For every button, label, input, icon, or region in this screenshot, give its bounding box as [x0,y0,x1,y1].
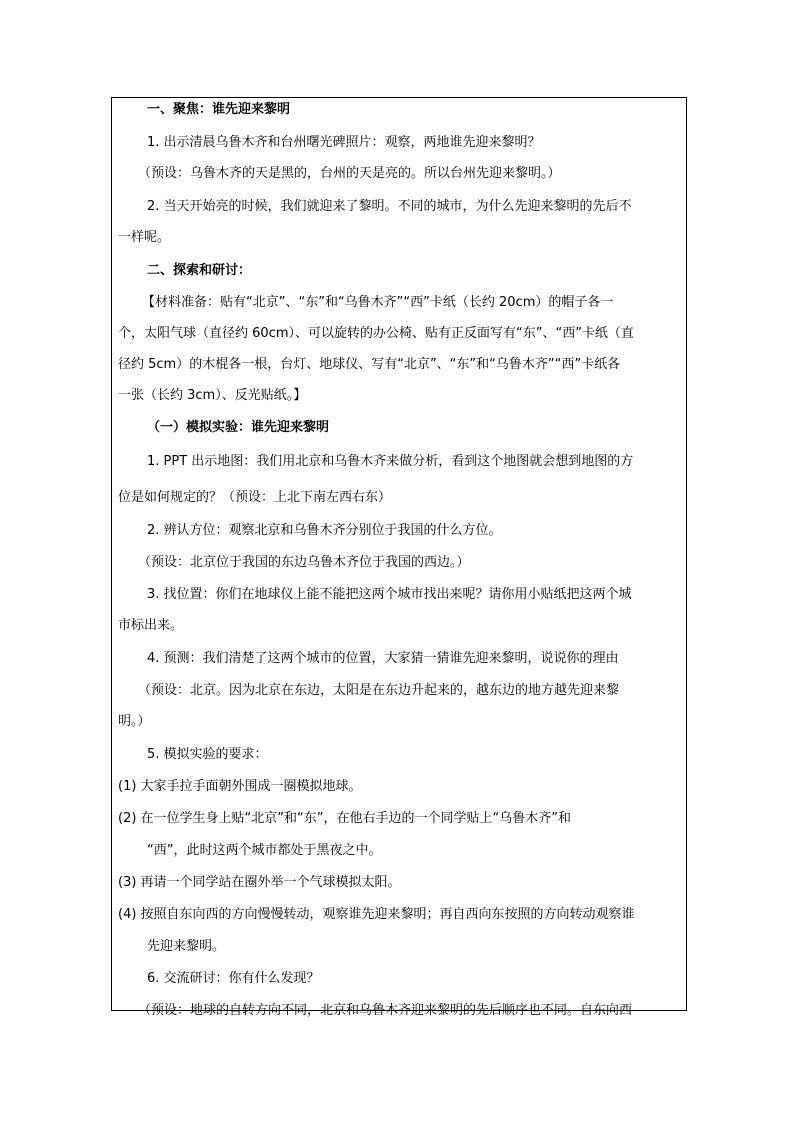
text-line: 市标出来。 [118,618,184,633]
text-line: (2) 在一位学生身上贴“北京”和“东”，在他右手边的一个同学贴上“乌鲁木齐”和 [118,811,571,826]
text-line: 先迎来黎明。 [147,939,226,954]
text-line: 个，太阳气球（直径约 60cm）、可以旋转的办公椅、贴有正反面写有“东”、“西”卡纸（直 [118,326,634,341]
text-line: （预设：乌鲁木齐的天是黑的，台州的天是亮的。所以台州先迎来黎明。） [138,166,561,181]
text-line: 一张（长约 3cm）、反光贴纸。】 [118,388,307,403]
text-line: 明。） [118,714,151,729]
section-heading: 二、探索和研讨： [147,263,252,278]
text-line: (1) 大家手拉手面朝外围成一圈模拟地球。 [118,779,362,794]
text-line: (4) 按照自东向西的方向慢慢转动，观察谁先迎来黎明；再自西向东按照的方向转动观察谁 [118,907,635,922]
text-line: 5. 模拟实验的要求： [147,747,268,762]
text-line: 4. 预测：我们清楚了这两个城市的位置，大家猜一猜谁先迎来黎明，说说你的理由 [147,651,619,666]
text-line: 径约 5cm）的木棍各一根，台灯、地球仪、写有“北京”、“东”和“乌鲁木齐”“西”卡纸各 [118,357,621,372]
text-line: 1. PPT 出示地图：我们用北京和乌鲁木齐来做分析，看到这个地图就会想到地图的方 [147,454,634,469]
text-line: (3) 再请一个同学站在圈外举一个气球模拟太阳。 [118,875,401,890]
text-line: “西”，此时这两个城市都处于黑夜之中。 [147,843,382,858]
text-line: （预设：地球的自转方向不同，北京和乌鲁木齐迎来黎明的先后顺序也不同。自东向西 [138,1003,633,1018]
text-line: 一样呢。 [118,230,171,245]
text-line: 2. 当天开始亮的时候，我们就迎来了黎明。不同的城市，为什么先迎来黎明的先后不 [147,199,632,214]
text-line: 1. 出示清晨乌鲁木齐和台州曙光碑照片：观察，两地谁先迎来黎明？ [147,135,541,150]
lesson-table-cell [111,97,687,1011]
text-line: （预设：北京。因为北京在东边，太阳是在东边升起来的，越东边的地方越先迎来黎 [138,683,620,698]
text-line: 6. 交流研讨：你有什么发现？ [147,971,320,986]
section-heading: 一、聚焦：谁先迎来黎明 [147,102,291,117]
section-heading: （一）模拟实验：谁先迎来黎明 [147,420,330,435]
text-line: （预设：北京位于我国的东边乌鲁木齐位于我国的西边。） [138,555,470,570]
text-line: 3. 找位置：你们在地球仪上能不能把这两个城市找出来呢？请你用小贴纸把这两个城 [147,587,632,602]
text-line: 2. 辨认方位：观察北京和乌鲁木齐分别位于我国的什么方位。 [147,523,502,538]
text-line: 位是如何规定的？（预设：上北下南左西右东） [118,490,392,505]
text-line: 【材料准备：贴有“北京”、“东”和“乌鲁木齐”“西”卡纸（长约 20cm）的帽子各一 [142,295,614,310]
